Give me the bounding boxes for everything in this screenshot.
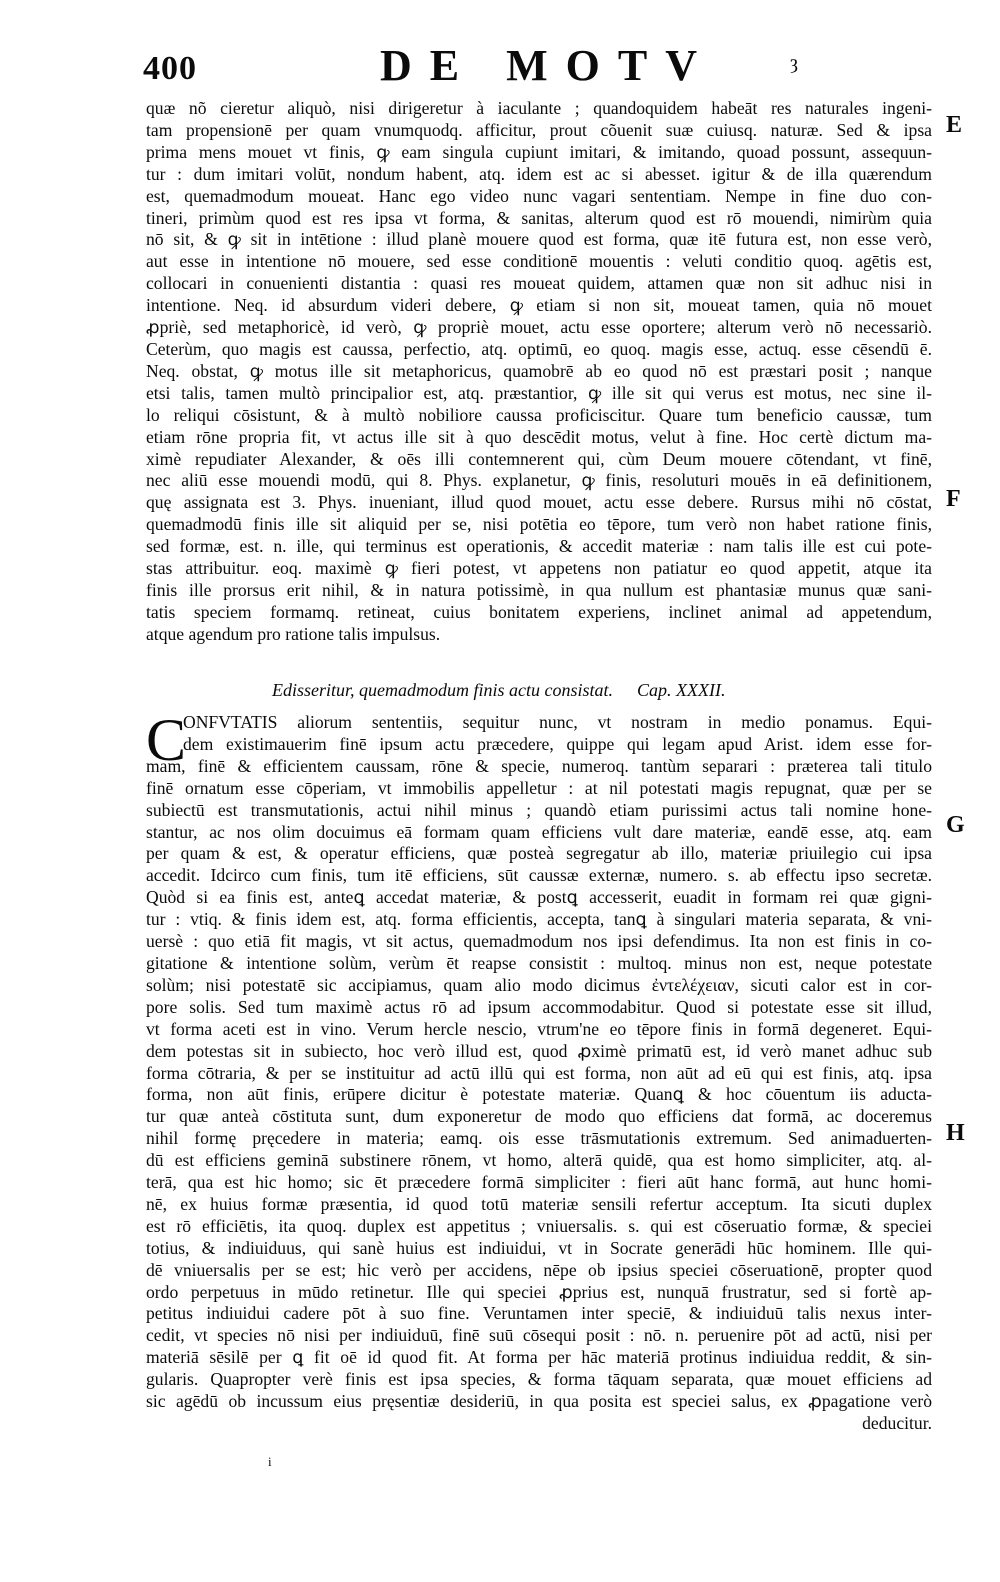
text-line: accedit. Idcirco cum finis, tum itē efficiens, sūt caussæ externæ, numero. s. ab effectu ipso secretæ. bbox=[146, 865, 932, 886]
chapter-heading bbox=[272, 680, 725, 701]
text-line: ordo perpetuus in mūdo retinetur. Ille qui speciei ꝓprius est, nunquā frustratur, sed si fortè ap- bbox=[146, 1281, 932, 1302]
text-line: collocari in conuenienti distantia : quasi res moueat quidem, attamen quæ non sit adhuc nisi in bbox=[146, 273, 932, 294]
page-number: 400 bbox=[143, 50, 197, 87]
text-line: intentione. Neq. id absurdum videri debere, ꝙ etiam si non sit, moueat tamen, quia nō mouet bbox=[146, 295, 932, 316]
chapter-title: Edisseritur, quemadmodum finis actu consistat. bbox=[272, 680, 613, 700]
text-line: etiam rōne propria fit, vt actus ille sit à quo descēdit motus, velut à fine. Hoc certè dictum ma- bbox=[146, 426, 932, 447]
text-line: quæ nõ cieretur aliquò, nisi dirigeretur à iaculante ; quandoquidem habeāt res naturales ingeni- bbox=[146, 98, 932, 118]
text-line: tam propensionē per quam vnumquodq. afficitur, prout cõuenit suæ cuiusq. naturæ. Sed & ipsa bbox=[146, 119, 932, 140]
chapter-number: Cap. XXXII. bbox=[637, 680, 726, 700]
text-line: quę assignata est 3. Phys. inueniant, illud quod mouet, actu esse debere. Rursus mihi nō cōstat, bbox=[146, 492, 932, 513]
margin-letter-e: E bbox=[946, 112, 963, 138]
paragraph-2 bbox=[146, 707, 932, 1435]
text-line: sed formæ, est. n. ille, qui terminus est operationis, & accedit materiæ : nam talis ille est cui pote- bbox=[146, 536, 932, 557]
text-line: sic agēdū ob incussum eius pręsentiæ desideriū, in qua posita est speciei salus, ex ꝓpagatione verò bbox=[146, 1391, 932, 1412]
margin-letter-f: F bbox=[946, 486, 961, 512]
text-line: tur quæ anteà cōstituta sunt, dum exponeretur de modo quo efficiens dat formā, ac doceremus bbox=[146, 1106, 932, 1127]
text-line: tur : vtiq. & finis idem est, atq. forma efficientis, accepta, tanꝗ à singulari materia separata, & vni- bbox=[146, 909, 932, 930]
text-line: vt forma aceti est in vino. Verum hercle nescio, vtrum'ne eo tēpore finis in formā degeneret. Equi- bbox=[146, 1018, 932, 1039]
text-line: quemadmodū finis ille sit aliquid per se, nisi potētia eo tēpore, tum verò non habet ratione finis, bbox=[146, 514, 932, 535]
text-line: tatis speciem formamq. retineat, cuius bonitatem experiens, inclinet animal ad appetendum, bbox=[146, 601, 932, 622]
text-line: nec aliū esse mouendi modū, qui 8. Phys. explanetur, ꝙ finis, resoluturi mouēs in eā definitionem, bbox=[146, 470, 932, 491]
printer-mark: ȝ bbox=[790, 52, 798, 74]
text-line: atque agendum pro ratione talis impulsus. bbox=[146, 623, 441, 644]
text-line: cedit, vt species nō nisi per indiuiduū, finē suū cōsequi posit : nō. n. peruenire pōt ad actū, nisi per bbox=[146, 1325, 932, 1346]
text-line: forma, non aūt finis, erūpere dicitur è potestate materiæ. Quanꝗ & hoc cōuentum iis aducta- bbox=[146, 1084, 932, 1105]
margin-letter-g: G bbox=[946, 812, 965, 838]
text-line: totius, & indiuiduus, qui sanè huius est indiuidui, vt in Socrate generādi hūc hominem. Ille qui- bbox=[146, 1237, 932, 1258]
text-line: tineri, primùm quod est res ipsa vt forma, & sanitas, alterum quod est rō mouendi, nimirùm quia bbox=[146, 207, 932, 228]
footer-mark: i bbox=[268, 1454, 272, 1469]
text-line: ꝓpriè, sed metaphoricè, id verò, ꝙ propriè mouet, actu esse oportere; alterum verò nō necessariò. bbox=[146, 317, 932, 338]
text-line: forma cōtraria, & per se instituitur ad actū illū qui est forma, non aūt ad eū qui est finis, atq. ipsa bbox=[146, 1062, 932, 1083]
text-line: stas attribuitur. eoq. maximè ꝙ fieri potest, vt appetens non patiatur eo quod appetit, atque ita bbox=[146, 558, 932, 579]
text-line: dē vniuersalis per se est; hic verò per accidens, nēpe ob ipsius speciei cōseruationē, propter quod bbox=[146, 1259, 932, 1280]
text-line: nō sit, & ꝙ sit in intētione : illud planè mouere quod est forma, quæ itē futura est, non esse verò, bbox=[146, 229, 932, 250]
drop-capital: C bbox=[146, 707, 187, 773]
text-line: aut esse in intentione nō mouere, sed esse conditionē mouentis : veluti conditio quoq. agētis est, bbox=[146, 251, 932, 272]
text-line: terā, qua est hic homo; sic ēt præcedere formā simpliciter : fieri aūt hanc formā, aut hunc homi- bbox=[146, 1172, 932, 1193]
text-line: uersè : quo etiā fit magis, vt sit actus, quemadmodum nos ipsi defendimus. Ita non est finis in co- bbox=[146, 931, 932, 952]
text-line: dem existimauerim finē ipsum actu præcedere, quippe qui legam apud Arist. idem esse for- bbox=[183, 733, 932, 754]
text-line: petitus indiuidui cadere pōt à suo fine. Veruntamen inter speciē, & indiuiduū talis nexus inter- bbox=[146, 1303, 932, 1324]
text-line: subiectū est transmutationis, actui nihil minus ; quandò etiam purissimi actus tali nomine hone- bbox=[146, 799, 932, 820]
text-line: gitatione & intentione solùm, verùm ēt reapse consistit : multoq. minus non est, neque potestate bbox=[146, 952, 932, 973]
running-title: DE MOTV bbox=[380, 41, 715, 90]
text-line: etsi talis, tamen multò principalior est, atq. præstantior, ꝙ ille sit qui verus est motus, nec sine il- bbox=[146, 382, 932, 403]
text-line: Ceterùm, quo magis est caussa, perfectio, atq. optimū, eo quoq. magis esse, actuq. esse cēsendū ē. bbox=[146, 338, 932, 359]
text-line: dū est efficiens geminā substinere rōnem, vt homo, alterā quidē, qua est homo simpliciter, atq. al- bbox=[146, 1150, 932, 1171]
paragraph-1 bbox=[146, 98, 932, 646]
text-line: materiā sēsilē per ꝗ fit oē id quod fit. At forma per hāc materiā protinus indiuidua reddit, & sin- bbox=[146, 1347, 932, 1368]
text-line: stantur, ac nos olim docuimus eā formam quam efficiens vult dare materiæ, eandē esse, atq. eam bbox=[146, 821, 932, 842]
text-line: Quòd si ea finis est, anteꝗ accedat materiæ, & postꝗ accesserit, euadit in formam rei quæ gigni- bbox=[146, 887, 932, 908]
text-line: dem potestas sit in subiecto, hoc verò illud est, quod ꝓximè primatū est, id verò manet adhuc sub bbox=[146, 1040, 932, 1061]
margin-letter-h: H bbox=[946, 1120, 965, 1146]
text-line: est rō efficiētis, ita quoq. duplex est appetitus ; vniuersalis. s. qui est cōseruatio formæ, & speciei bbox=[146, 1215, 932, 1236]
catchword: deducitur. bbox=[862, 1413, 932, 1433]
text-line: lo reliqui cōsistunt, & à multò nobiliore caussa proficiscitur. Quare tum beneficio caussæ, tum bbox=[146, 404, 932, 425]
text-line: Neq. obstat, ꝙ motus ille sit metaphoricus, quamobrē ab eo quod nō est præstari posit ; nanque bbox=[146, 360, 932, 381]
text-line: pore solis. Sed tum maximè actus rō ad ipsum accommodabitur. Quod si potestate esse sit illud, bbox=[146, 996, 932, 1017]
text-line: ONFVTATIS aliorum sententiis, sequitur nunc, vt nostram in medio ponamus. Equi- bbox=[183, 712, 932, 732]
text-line: gularis. Quapropter verè finis est ipsa species, & forma tāquam separata, quæ mouet efficiens ad bbox=[146, 1369, 932, 1390]
text-line: est, quemadmodum moueat. Hanc ego video nunc vagari sententiam. Nempe in fine duo con- bbox=[146, 185, 932, 206]
text-line: ximè repudiater Alexander, & oēs illi contemnerent qui, cùm Deum mouere cōtendant, vt finē, bbox=[146, 448, 932, 469]
text-line: per quam & est, & operatur efficiens, quæ posteà segregatur ab illo, materiæ priuilegio cui ipsa bbox=[146, 843, 932, 864]
text-line: prima mens mouet vt finis, ꝙ eam singula cupiunt imitari, & imitando, quoad possunt, assequun- bbox=[146, 141, 932, 162]
text-line: tur : dum imitari volūt, nondum habent, atq. idem est ac si abesset. igitur & de illa quærendum bbox=[146, 163, 932, 184]
text-line: nē, ex huius formæ præsentia, id quod totū materiæ sensili refertur acceptum. Ita sicuti duplex bbox=[146, 1193, 932, 1214]
text-line: solùm; nisi potestatē sic accipiamus, quam alio modo dicimus ἐντελέχειαν, sicuti calor est in cor- bbox=[146, 974, 932, 995]
text-line: nihil formę pręcedere in materia; eamq. ois esse trāsmutationis extremum. Sed animaduerten- bbox=[146, 1128, 932, 1149]
text-line: finis ille prorsus erit nihil, & in natura potissimè, in qua nullum est phantasiæ munus quæ sani- bbox=[146, 579, 932, 600]
text-line: mam, finē & efficientem caussam, rōne & specie, numeroq. tantùm separari : præterea tali titulo bbox=[146, 755, 932, 776]
text-line: finē ornatum esse cōperiam, vt immobilis appelletur : at nil potestati magis repugnat, quæ per se bbox=[146, 777, 932, 798]
